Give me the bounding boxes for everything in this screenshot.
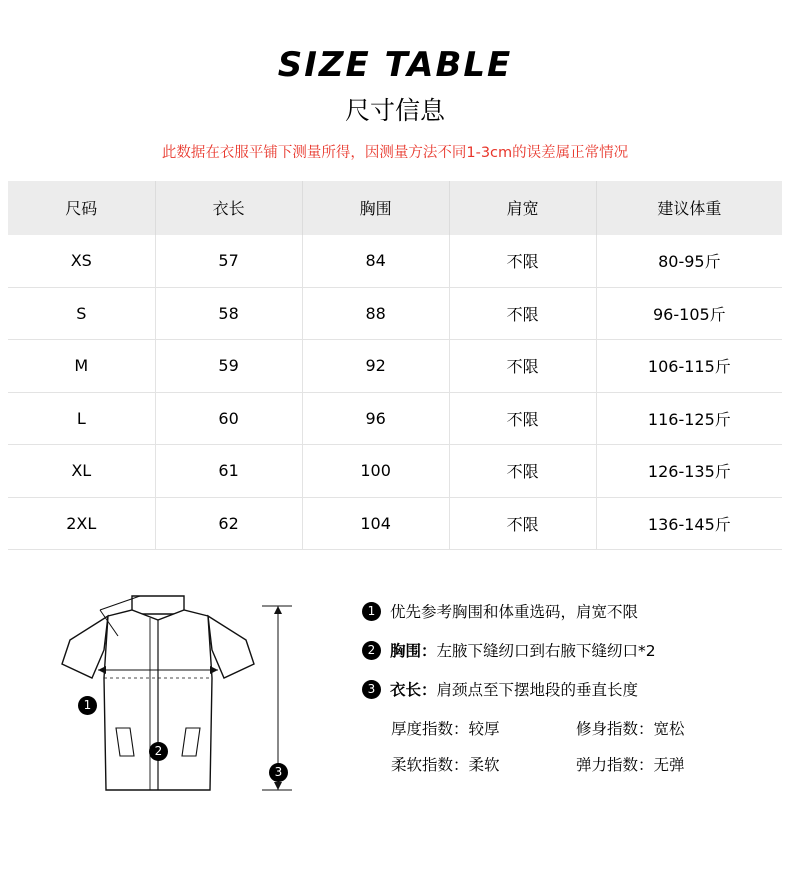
note-label-3: 衣长： xyxy=(390,681,437,699)
index-elasticity xyxy=(576,753,761,775)
note-text-2: 左腋下缝纫口到右腋下缝纫口*2 xyxy=(436,642,656,660)
measurement-notes xyxy=(350,578,790,818)
table-row xyxy=(8,392,782,445)
diagram-marker-1: 1 xyxy=(78,696,97,715)
garment-diagram xyxy=(0,578,350,818)
column-header-length: 衣长 xyxy=(155,181,302,235)
cell-bust: 96 xyxy=(302,392,449,445)
column-header-bust: 胸围 xyxy=(302,181,449,235)
note-badge-3: 3 xyxy=(362,680,381,699)
index-thickness xyxy=(391,717,576,739)
table-header xyxy=(8,181,782,235)
cell-weight: 126-135斤 xyxy=(596,445,782,498)
size-table xyxy=(8,181,782,551)
measurement-notice: 此数据在衣服平铺下测量所得，因测量方法不同1-3cm的误差属正常情况 xyxy=(161,145,629,161)
index-fit xyxy=(576,717,761,739)
column-header-size: 尺码 xyxy=(8,181,155,235)
table-row xyxy=(8,340,782,393)
index-softness xyxy=(391,753,576,775)
cell-length: 58 xyxy=(155,287,302,340)
cell-bust: 92 xyxy=(302,340,449,393)
fabric-index-row xyxy=(391,753,790,775)
index-elasticity-label: 弹力指数： xyxy=(576,756,654,774)
column-header-weight: 建议体重 xyxy=(596,181,782,235)
index-softness-label: 柔软指数： xyxy=(391,756,469,774)
cell-shoulder: 不限 xyxy=(449,445,596,498)
note-label-2: 胸围： xyxy=(390,642,437,660)
note-text-1: 优先参考胸围和体重选码，肩宽不限 xyxy=(390,603,639,621)
note-item-3 xyxy=(362,678,790,700)
diagram-marker-3: 3 xyxy=(269,763,288,782)
cell-length: 62 xyxy=(155,497,302,550)
cell-size: 2XL xyxy=(8,497,155,550)
note-item-2 xyxy=(362,639,790,661)
column-header-shoulder: 肩宽 xyxy=(449,181,596,235)
diagram-marker-2: 2 xyxy=(149,742,168,761)
cell-length: 61 xyxy=(155,445,302,498)
table-header-row xyxy=(8,181,782,235)
table-row xyxy=(8,287,782,340)
cell-bust: 104 xyxy=(302,497,449,550)
cell-size: XL xyxy=(8,445,155,498)
note-text-3: 肩颈点至下摆地段的垂直长度 xyxy=(436,681,639,699)
cell-weight: 116-125斤 xyxy=(596,392,782,445)
cell-size: L xyxy=(8,392,155,445)
cell-size: XS xyxy=(8,235,155,288)
fabric-index-grid xyxy=(391,717,790,775)
table-row xyxy=(8,497,782,550)
note-badge-1: 1 xyxy=(362,602,381,621)
cell-weight: 96-105斤 xyxy=(596,287,782,340)
cell-size: M xyxy=(8,340,155,393)
table-body xyxy=(8,235,782,550)
cell-size: S xyxy=(8,287,155,340)
cell-bust: 84 xyxy=(302,235,449,288)
index-thickness-value: 较厚 xyxy=(468,720,500,738)
cell-weight: 80-95斤 xyxy=(596,235,782,288)
cell-length: 60 xyxy=(155,392,302,445)
table-row xyxy=(8,445,782,498)
note-badge-2: 2 xyxy=(362,641,381,660)
page-title-cn: 尺寸信息 xyxy=(344,96,445,125)
cell-weight: 136-145斤 xyxy=(596,497,782,550)
cell-length: 57 xyxy=(155,235,302,288)
cell-shoulder: 不限 xyxy=(449,392,596,445)
table-row xyxy=(8,235,782,288)
index-fit-value: 宽松 xyxy=(653,720,685,738)
cell-bust: 88 xyxy=(302,287,449,340)
index-elasticity-value: 无弹 xyxy=(653,756,685,774)
page-title-en: SIZE TABLE xyxy=(277,45,513,85)
size-table-wrapper xyxy=(8,181,782,551)
fabric-index-row xyxy=(391,717,790,739)
cell-weight: 106-115斤 xyxy=(596,340,782,393)
index-softness-value: 柔软 xyxy=(468,756,500,774)
cell-shoulder: 不限 xyxy=(449,497,596,550)
bottom-section xyxy=(0,578,790,818)
note-item-1 xyxy=(362,600,790,622)
index-fit-label: 修身指数： xyxy=(576,720,654,738)
cell-length: 59 xyxy=(155,340,302,393)
cell-shoulder: 不限 xyxy=(449,340,596,393)
index-thickness-label: 厚度指数： xyxy=(391,720,469,738)
cell-shoulder: 不限 xyxy=(449,235,596,288)
jacket-illustration-svg xyxy=(0,578,350,818)
cell-bust: 100 xyxy=(302,445,449,498)
cell-shoulder: 不限 xyxy=(449,287,596,340)
size-table-page xyxy=(0,45,790,878)
